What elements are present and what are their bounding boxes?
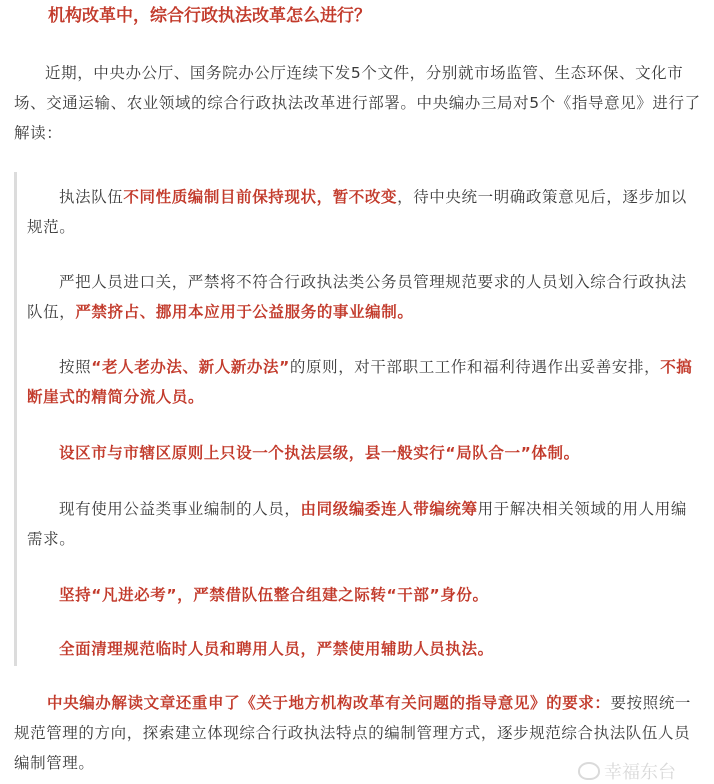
p3-text-a: 按照: [59, 358, 92, 376]
quote-paragraph-4: 设区市与市辖区原则上只设一个执法层级，县一般实行“局队合一”体制。: [59, 444, 580, 462]
p1-text-a: 执法队伍: [59, 188, 124, 206]
quote-paragraph-1: [27, 182, 702, 242]
p3-highlight-1: “老人老办法、新人新办法”: [91, 358, 290, 376]
p3-text-c: 的原则，对干部职工工作和福利待遇作出妥善安排，: [289, 358, 661, 376]
quote-paragraph-7: 全面清理规范临时人员和聘用人员，严禁使用辅助人员执法。: [59, 640, 494, 658]
quote-paragraph-3: [27, 352, 702, 412]
p3-highlight-2: 不搞断崖式的精简分流人员。: [27, 358, 693, 406]
p5-text-c: 用于解决相关领域的用人用编需求。: [27, 500, 687, 548]
quote-block: [14, 172, 707, 666]
quote-paragraph-6: 坚持“凡进必考”，严禁借队伍整合组建之际转“干部”身份。: [59, 586, 489, 604]
p1-highlight: 不同性质编制目前保持现状，暂不改变: [123, 188, 398, 206]
quote-paragraph-5: [27, 494, 702, 554]
weibo-icon: [578, 762, 600, 780]
closing-highlight: 中央编办解读文章还重申了《关于地方机构改革有关问题的指导意见》的要求：: [47, 694, 611, 712]
p1-text-c: ，待中央统一明确政策意见后，逐步加以规范。: [27, 188, 687, 236]
p2-highlight: 严禁挤占、挪用本应用于公益服务的事业编制。: [75, 303, 414, 321]
watermark-text: 幸福东台: [604, 762, 676, 783]
article-title: 机构改革中，综合行政执法改革怎么进行？: [48, 6, 371, 26]
quote-paragraph-2: [27, 267, 702, 327]
p5-text-a: 现有使用公益类事业编制的人员，: [59, 500, 301, 518]
p2-text-a: 严把人员进口关，严禁将不符合行政执法类公务员管理规范要求的人员划入综合行政执法队伍，: [27, 273, 687, 321]
closing-text: 要按照统一规范管理的方向，探索建立体现综合行政执法特点的编制管理方式，逐步规范综合执法队伍人员编制管理。: [14, 694, 692, 772]
p5-highlight: 由同级编委连人带编统筹: [300, 500, 478, 518]
watermark: [578, 758, 676, 784]
intro-paragraph: 近期，中央办公厅、国务院办公厅连续下发5个文件，分别就市场监管、生态环保、文化市场、交通运输、农业领域的综合行政执法改革进行部署。中央编办三局对5个《指导意见》进行了解读：: [14, 64, 701, 142]
